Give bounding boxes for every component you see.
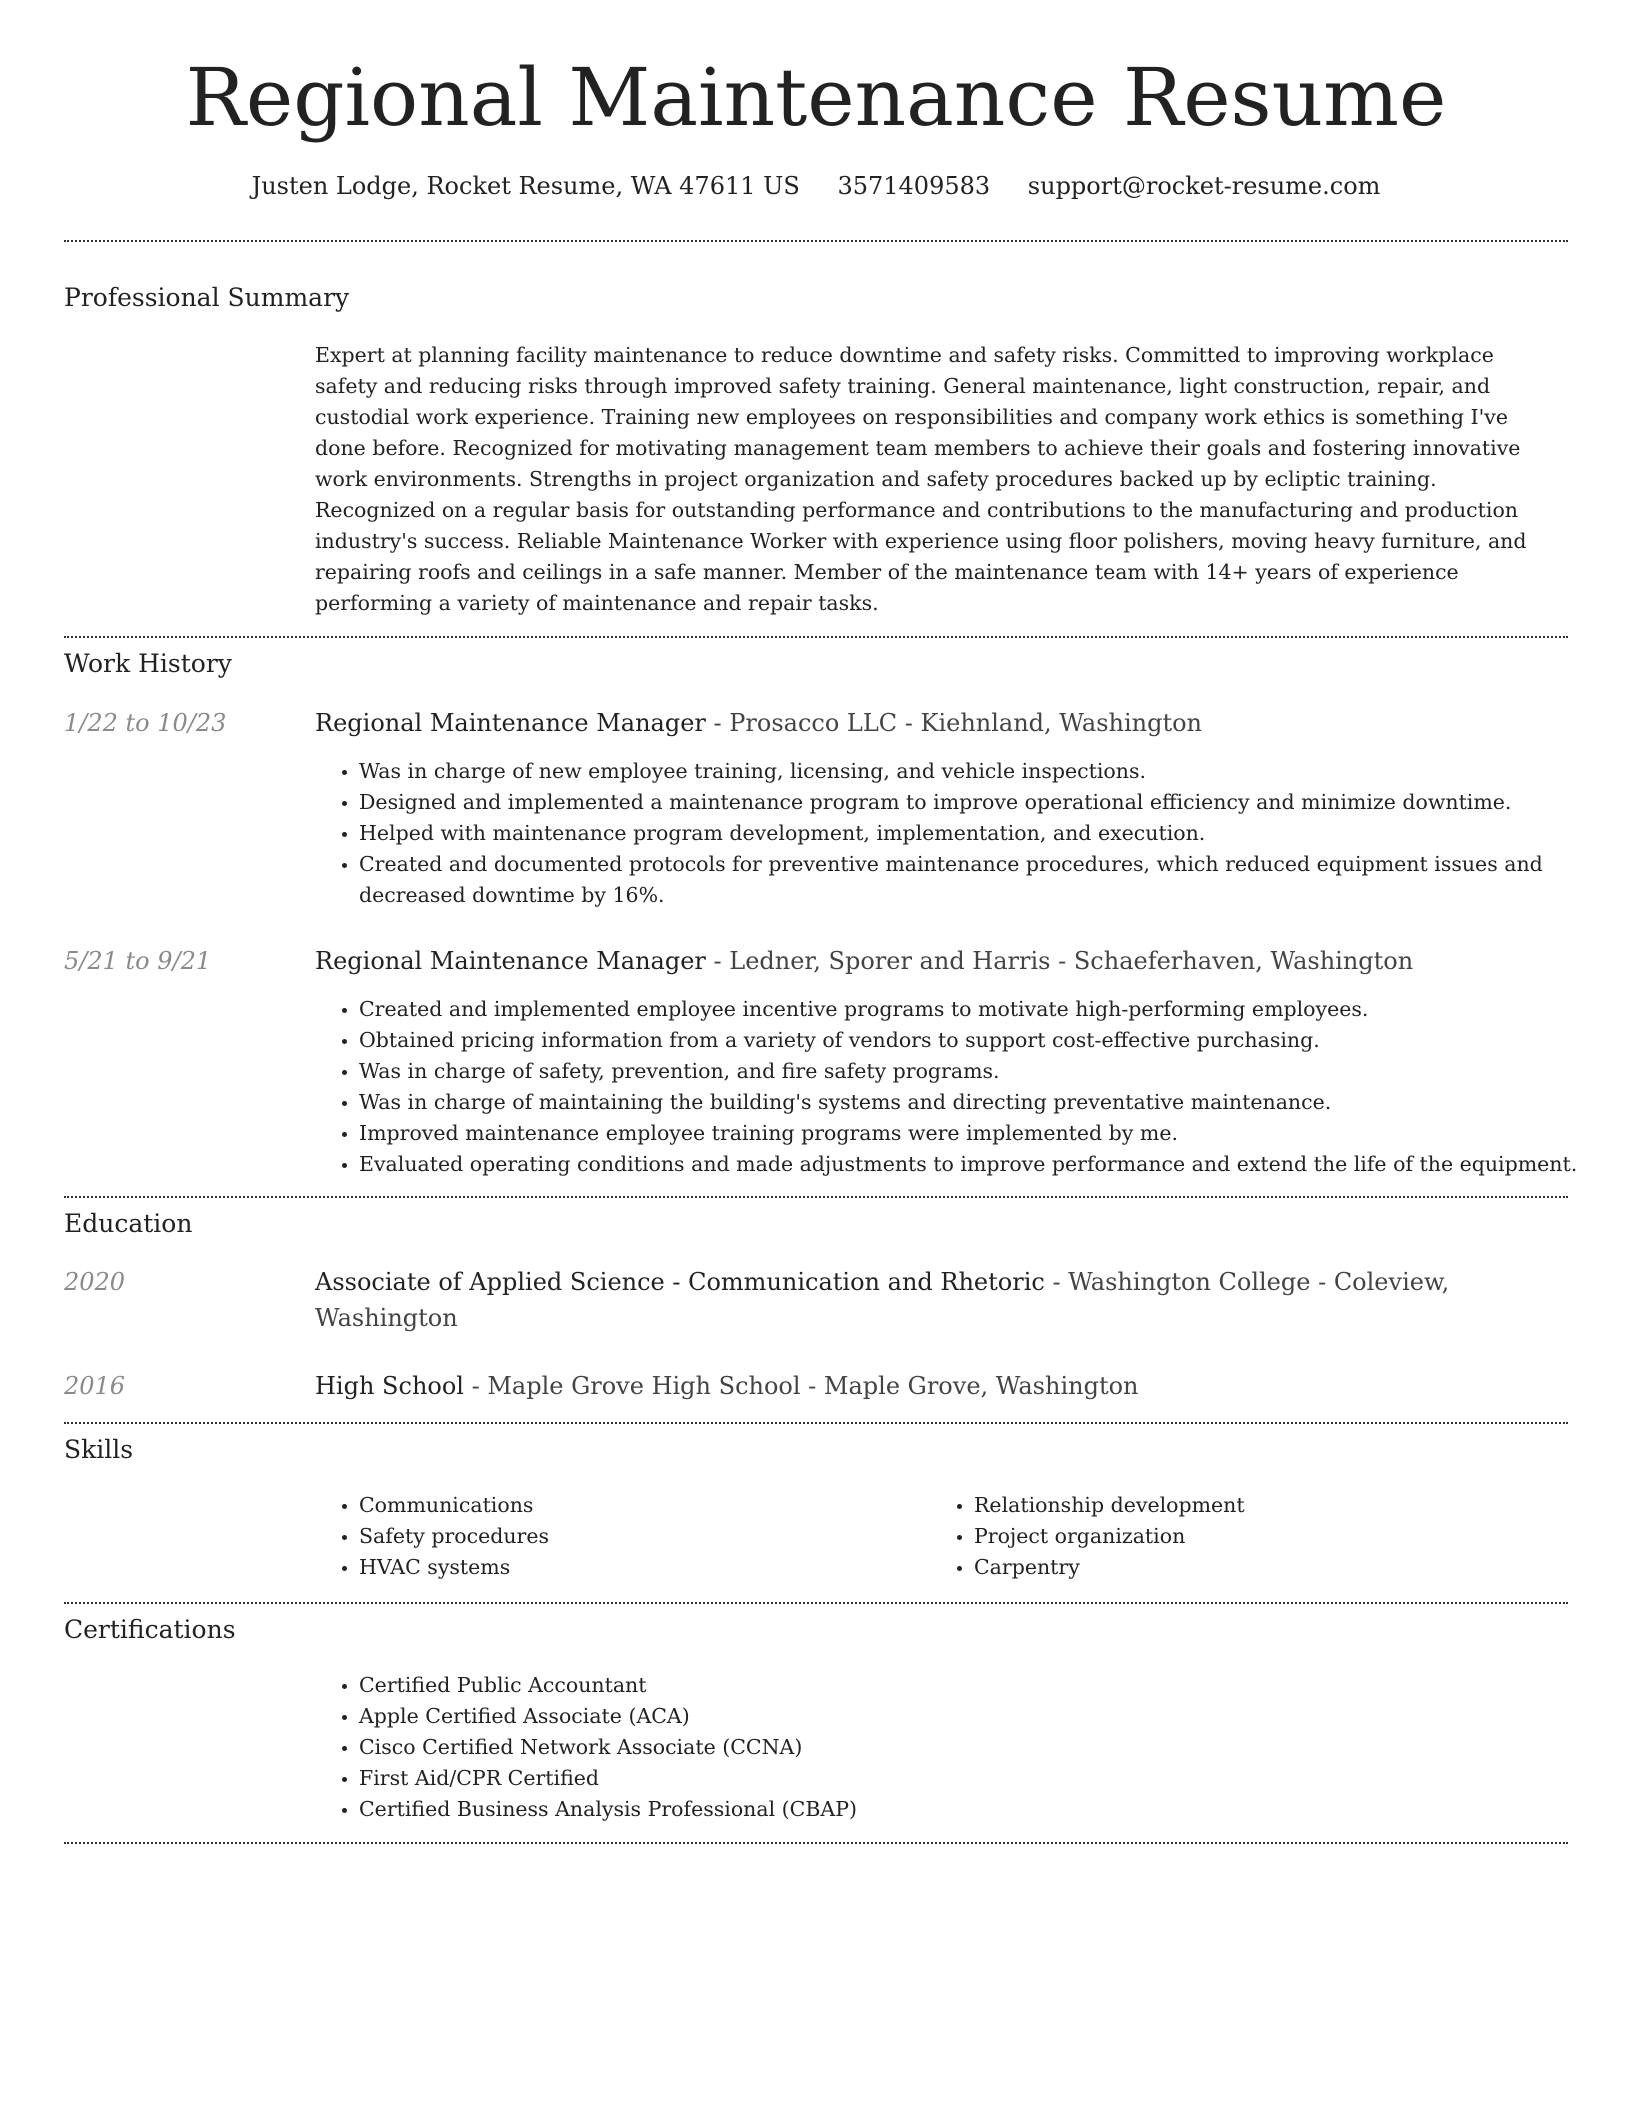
list-item: • Was in charge of safety, prevention, and fire safety programs.: [359, 1056, 1604, 1087]
list-item: • Designed and implemented a maintenance program to improve operational efficiency and minimize downtime.: [359, 787, 1604, 818]
education-heading: Education: [64, 1209, 193, 1238]
list-item: • Helped with maintenance program development, implementation, and execution.: [359, 818, 1604, 849]
job-details: - Ledner, Sporer and Harris - Schaeferhaven, Washington: [705, 947, 1414, 975]
list-item: • Certified Public Accountant: [359, 1670, 1604, 1701]
job-bullets: [315, 994, 1604, 1180]
list-item: • Obtained pricing information from a variety of vendors to support cost-effective purchasing.: [359, 1025, 1604, 1056]
list-item: • Certified Business Analysis Professional (CBAP): [359, 1794, 1604, 1825]
list-item: • Was in charge of new employee training, licensing, and vehicle inspections.: [359, 756, 1604, 787]
list-item: • Cisco Certified Network Associate (CCNA): [359, 1732, 1604, 1763]
list-item: • Safety procedures: [359, 1521, 919, 1552]
divider: [64, 1602, 1568, 1604]
divider: [64, 240, 1568, 242]
education-year: 2016: [64, 1372, 126, 1400]
contact-phone: 3571409583: [837, 172, 991, 200]
list-item: • Created and implemented employee incentive programs to motivate high-performing employees.: [359, 994, 1604, 1025]
summary-text: Expert at planning facility maintenance to reduce downtime and safety risks. Committed to improving workplace safety and reducing risks through improved safety training. General maintenance, light construction, repair, and custodial work experience. Training new employees on responsibilities and company work ethics is something I've done before. Recognized for motivating management team members to achieve their goals and fostering innovative work environments. Strengths in project organization and safety procedures backed up by ecliptic training. Recognized on a regular basis for outstanding performance and contributions to the manufacturing and production industry's success. Reliable Maintenance Worker with experience using floor polishers, moving heavy furniture, and repairing roofs and ceilings in a safe manner. Member of the maintenance team with 14+ years of experience performing a variety of maintenance and repair tasks.: [315, 343, 1527, 615]
list-item: • Carpentry: [974, 1552, 1574, 1583]
job-title: [315, 943, 1560, 979]
list-item: • Apple Certified Associate (ACA): [359, 1701, 1604, 1732]
school-details: - Maple Grove High School - Maple Grove, Washington: [463, 1372, 1139, 1400]
divider: [64, 1196, 1568, 1198]
education-year: 2020: [64, 1268, 126, 1296]
work-history-heading: Work History: [64, 649, 232, 678]
list-item: • Was in charge of maintaining the building's systems and directing preventative maintenance.: [359, 1087, 1604, 1118]
divider: [64, 1842, 1568, 1844]
list-item: • HVAC systems: [359, 1552, 919, 1583]
school-details: - Washington College - Coleview, Washington: [315, 1268, 1450, 1332]
job-dates: 5/21 to 9/21: [64, 947, 212, 975]
list-item: • First Aid/CPR Certified: [359, 1763, 1604, 1794]
contact-address: Justen Lodge, Rocket Resume, WA 47611 US: [251, 172, 800, 200]
skills-heading: Skills: [64, 1435, 134, 1464]
degree: High School: [315, 1372, 464, 1400]
list-item: • Evaluated operating conditions and made adjustments to improve performance and extend the life of the equipment.: [359, 1149, 1604, 1180]
education-entry: [315, 1264, 1560, 1336]
job-dates: 1/22 to 10/23: [64, 709, 227, 737]
divider: [64, 1422, 1568, 1424]
divider: [64, 636, 1568, 638]
page-title: Regional Maintenance Resume: [185, 51, 1447, 144]
list-item: • Project organization: [974, 1521, 1574, 1552]
job-title: [315, 705, 1560, 741]
list-item: • Improved maintenance employee training programs were implemented by me.: [359, 1118, 1604, 1149]
certifications-list: [315, 1670, 1604, 1825]
list-item: • Communications: [359, 1490, 919, 1521]
certifications-heading: Certifications: [64, 1615, 236, 1644]
list-item: • Relationship development: [974, 1490, 1574, 1521]
summary-heading: Professional Summary: [64, 283, 350, 312]
skills-list-right: [930, 1490, 1574, 1583]
contact-email: support@rocket-resume.com: [1027, 172, 1381, 200]
job-bullets: [315, 756, 1604, 911]
job-position: Regional Maintenance Manager: [315, 709, 706, 737]
job-details: - Prosacco LLC - Kiehnland, Washington: [705, 709, 1203, 737]
list-item: • Created and documented protocols for preventive maintenance procedures, which reduced equipment issues and decreased downtime by 16%.: [359, 849, 1604, 911]
degree: Associate of Applied Science - Communication and Rhetoric: [315, 1268, 1045, 1296]
contact-line: [0, 170, 1632, 202]
education-entry: [315, 1368, 1560, 1404]
job-position: Regional Maintenance Manager: [315, 947, 706, 975]
skills-list-left: [315, 1490, 919, 1583]
